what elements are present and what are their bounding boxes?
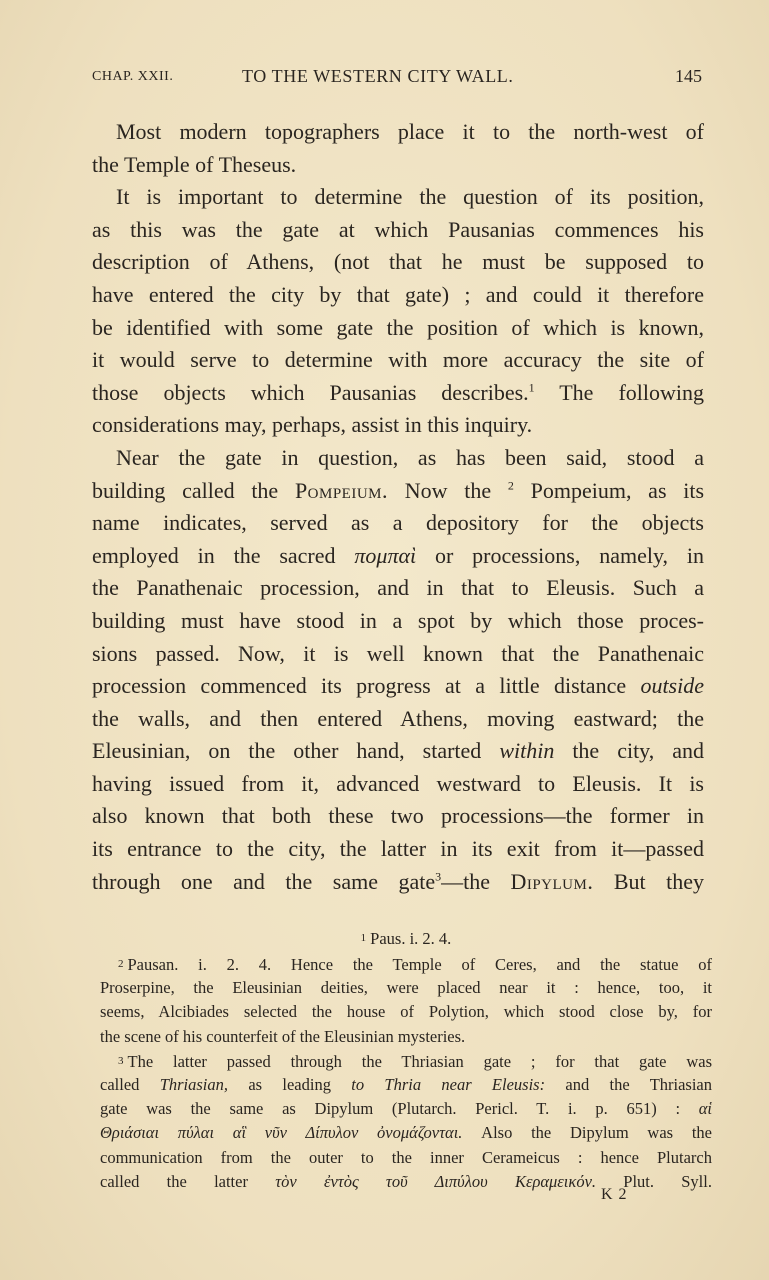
footnote-ref-1: 1 xyxy=(528,380,535,395)
text-line: It is important to determine the question of its position, xyxy=(116,184,704,210)
page-number: 145 xyxy=(675,66,702,86)
signature-mark: K 2 xyxy=(601,1186,628,1203)
text-span: through one and the same gate xyxy=(92,868,436,894)
greek-term: αἱ xyxy=(680,1099,712,1119)
running-header xyxy=(92,66,702,92)
text-span: Plut. Syll. xyxy=(596,1171,712,1191)
pompeium-term: Pompeium. xyxy=(294,477,389,503)
footnote-line xyxy=(100,1073,712,1097)
footnote-line: the scene of his counterfeit of the Eleusinian mysteries. xyxy=(100,1026,466,1046)
text-span: and the Thriasian xyxy=(545,1074,713,1094)
text-span: Also the Dipylum was the xyxy=(462,1123,712,1143)
text-line xyxy=(92,670,704,703)
text-span: those objects which Pausanias describes. xyxy=(92,379,529,405)
text-line: Most modern topographers place it to the north-west of xyxy=(116,119,704,144)
text-line: description of Athens, (not that he must be supposed to xyxy=(92,249,704,275)
text-line xyxy=(92,866,704,899)
italic-term: to Thria near Eleusis: xyxy=(351,1074,546,1094)
text-span: the city, and xyxy=(554,738,705,764)
text-line xyxy=(92,735,704,768)
greek-term: τὸν ἐντὸς τοῦ Διπύλου Κεραμεικόν. xyxy=(275,1171,597,1191)
footnote-text: The latter passed through the Thriasian gate ; for that gate was xyxy=(127,1051,712,1071)
text-span: But they xyxy=(593,868,704,894)
chapter-label: CHAP. XXII. xyxy=(92,69,174,84)
footnote-mark: 2 xyxy=(118,958,124,970)
text-span: or processions, namely, in xyxy=(416,542,704,568)
text-line: also known that both these two processions—the former in xyxy=(92,803,704,829)
text-line: have entered the city by that gate) ; and could it therefore xyxy=(92,281,704,307)
text-line: sions passed. Now, it is well known that the Panathenaic xyxy=(92,640,704,666)
footnotes xyxy=(100,926,712,1194)
text-span: gate was the same as Dipylum (Plutarch. Pericl. T. i. p. 651) : xyxy=(100,1099,681,1119)
text-line xyxy=(92,540,704,573)
text-span: procession commenced its progress at a little distance xyxy=(92,673,641,699)
text-span: called the latter xyxy=(100,1171,276,1191)
text-line: the Panathenaic procession, and in that to Eleusis. Such a xyxy=(92,575,704,601)
footnote-line: seems, Alcibiades selected the house of Polytion, which stood close by, for xyxy=(100,1002,712,1022)
text-line: the walls, and then entered Athens, moving eastward; the xyxy=(92,705,704,731)
footnote-ref-2: 2 xyxy=(507,478,514,493)
text-span: Eleusinian, on the other hand, started xyxy=(92,738,500,764)
dipylum-term: Dipylum. xyxy=(510,868,594,894)
greek-term: Θριάσιαι πύλαι αἳ νῦν Δίπυλον ὀνομάζονται. xyxy=(100,1123,463,1143)
italic-term: within xyxy=(499,738,555,764)
text-line: it would serve to determine with more accuracy the site of xyxy=(92,347,704,373)
footnote-text: Paus. i. 2. 4. xyxy=(370,929,452,948)
footnote-1 xyxy=(100,926,712,952)
text-span: as leading xyxy=(228,1074,352,1094)
footnote-line: Proserpine, the Eleusinian deities, were placed near it : hence, too, it xyxy=(100,978,712,998)
text-span: employed in the sacred xyxy=(92,542,355,568)
footnote-text: Pausan. i. 2. 4. Hence the Temple of Ceres, and the statue of xyxy=(127,955,712,974)
text-span: The following xyxy=(534,379,704,405)
footnote-line: communication from the outer to the inner Cerameicus : hence Plutarch xyxy=(100,1147,712,1167)
text-line: name indicates, served as a depository for the objects xyxy=(92,510,704,536)
text-span: building called the xyxy=(92,477,295,503)
text-line: the Temple of Theseus. xyxy=(92,151,297,177)
footnote-ref-3: 3 xyxy=(435,869,442,884)
italic-term: outside xyxy=(640,673,704,699)
text-line: building must have stood in a spot by which those proces- xyxy=(92,607,704,633)
text-line: be identified with some gate the position of which is known, xyxy=(92,314,704,340)
footnote-line xyxy=(100,1097,712,1121)
main-text xyxy=(92,116,704,898)
text-line: as this was the gate at which Pausanias commences his xyxy=(92,216,704,242)
text-line: Near the gate in question, as has been said, stood a xyxy=(116,444,704,470)
footnote-2 xyxy=(100,952,712,976)
footnote-3 xyxy=(100,1049,712,1073)
footnote-mark: 1 xyxy=(360,932,367,944)
text-span: —the xyxy=(441,868,511,894)
text-span: Pompeium, as its xyxy=(513,477,705,503)
text-line: its entrance to the city, the latter in its exit from it—passed xyxy=(92,836,704,862)
text-line: having issued from it, advanced westward to Eleusis. It is xyxy=(92,770,704,796)
running-title: TO THE WESTERN CITY WALL. xyxy=(242,66,514,86)
text-line xyxy=(92,377,704,410)
footnote-mark: 3 xyxy=(118,1054,124,1067)
text-line: considerations may, perhaps, assist in this inquiry. xyxy=(92,412,533,438)
greek-term: πομπαὶ xyxy=(354,542,417,568)
text-span: called xyxy=(100,1074,160,1094)
footnote-line xyxy=(100,1121,712,1145)
text-line xyxy=(92,475,704,508)
text-span: Now the xyxy=(388,477,508,503)
italic-term: Thriasian, xyxy=(159,1074,229,1094)
